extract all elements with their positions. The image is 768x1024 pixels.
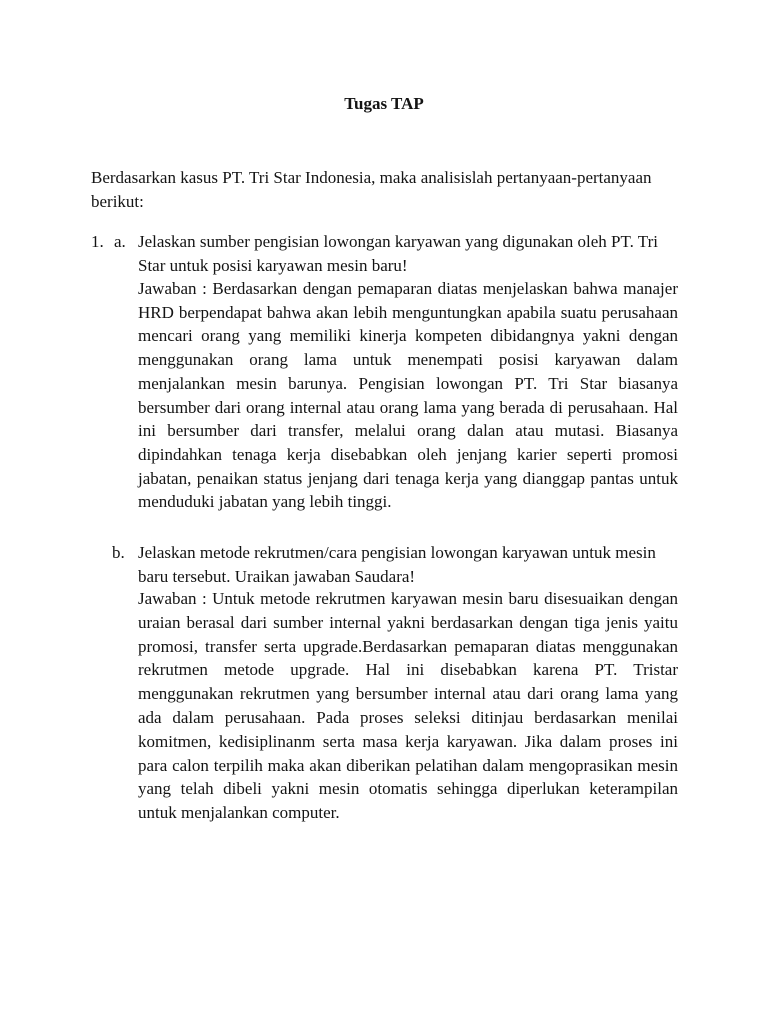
question-letter-b: b. — [112, 543, 125, 562]
question-letter-a: a. — [114, 232, 126, 251]
question-a-text: Jelaskan sumber pengisian lowongan karyawan yang digunakan oleh PT. Tri Star untuk posisi karyawan mesin baru! — [138, 232, 658, 275]
document-title: Tugas TAP — [344, 94, 424, 113]
intro-paragraph: Berdasarkan kasus PT. Tri Star Indonesia, maka analisislah pertanyaan-pertanyaan berikut: — [91, 168, 652, 211]
question-b-text: Jelaskan metode rekrutmen/cara pengisian lowongan karyawan untuk mesin baru tersebut. Uraikan jawaban Saudara! — [138, 543, 656, 586]
answer-a: Jawaban : Berdasarkan dengan pemaparan diatas menjelaskan bahwa manajer HRD berpendapat bahwa akan lebih menguntungkan apabila suatu perusahaan mencari orang yang memiliki kinerja kompeten dibidangnya yakni dengan menggunakan orang lama untuk menempati posisi karyawan dalam menjalankan mesin barunya. Pengisian lowongan PT. Tri Star biasanya bersumber dari orang internal atau orang lama yang berada di perusahaan. Hal ini bersumber dari transfer, melalui orang dalan atau mutasi. Biasanya dipindahkan tenaga kerja disebabkan oleh jenjang karier seperti promosi jabatan, penaikan status jenjang dari tenaga kerja yang dianggap pantas untuk menduduki jabatan yang lebih tinggi. — [138, 279, 678, 512]
question-number: 1. — [91, 232, 104, 251]
answer-b: Jawaban : Untuk metode rekrutmen karyawan mesin baru disesuaikan dengan uraian berasal dari sumber internal yakni berdasarkan dengan tiga jenis yaitu promosi, transfer serta upgrade.Berdasarkan pemaparan diatas menggunakan rekrutmen metode upgrade. Hal ini disebabkan karena PT. Tristar menggunakan rekrutmen yang bersumber internal atau dari orang lama yang ada dalam perusahaan. Pada proses seleksi ditinjau berdasarkan menilai komitmen, kedisiplinanm serta masa kerja karyawan. Jika dalam proses ini para calon terpilih maka akan diberikan pelatihan dalam mengoprasikan mesin yang telah dibeli yakni mesin otomatis sehingga diperlukan keterampilan untuk menjalankan computer. — [138, 589, 678, 823]
